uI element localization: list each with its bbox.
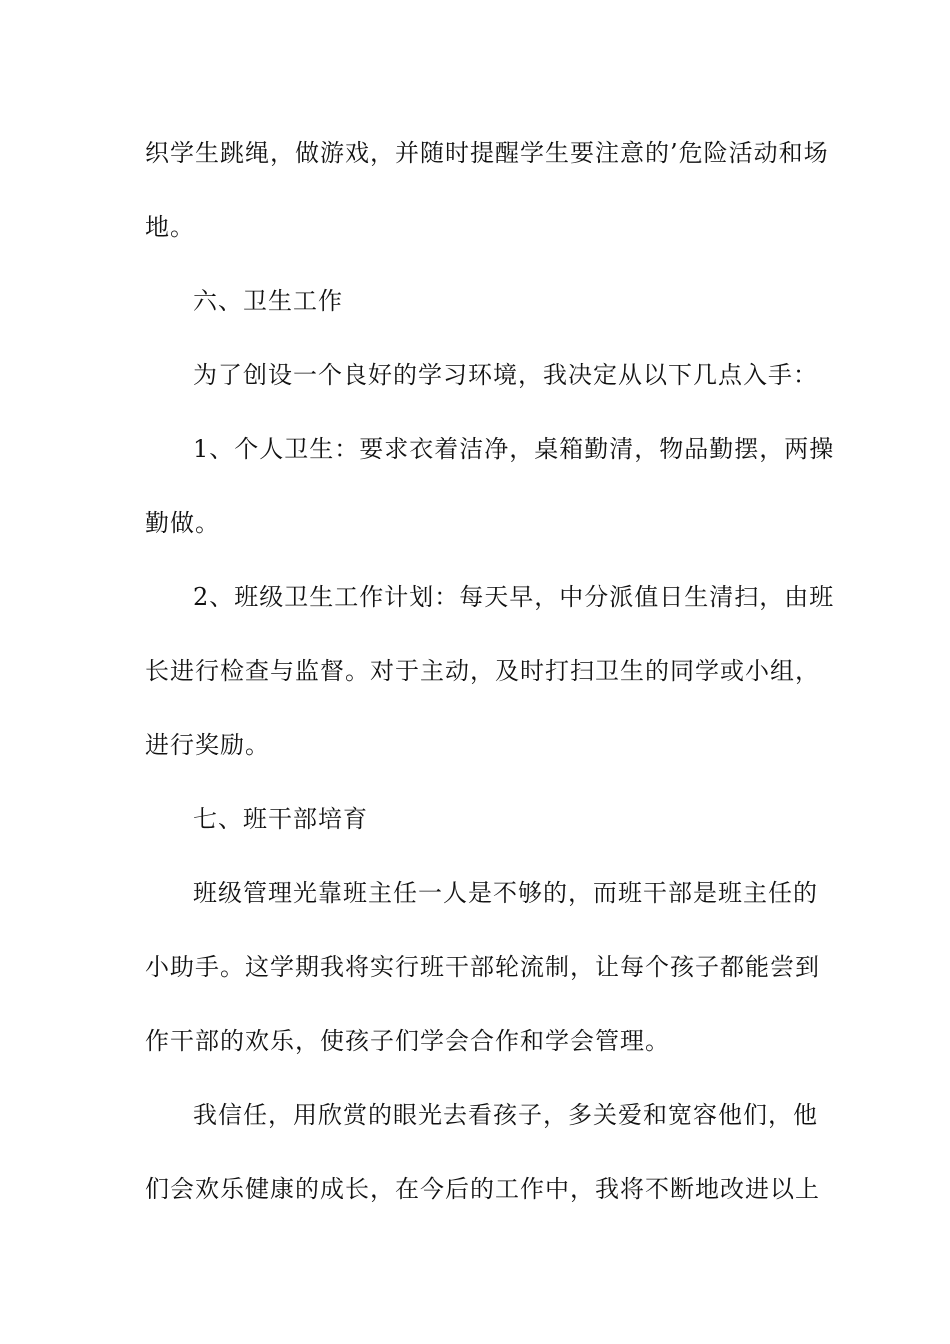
text-line: 长进行检查与监督。对于主动，及时打扫卫生的同学或小组， xyxy=(145,657,820,685)
text-line: 作干部的欢乐，使孩子们学会合作和学会管理。 xyxy=(145,1027,670,1055)
text-line: 织学生跳绳，做游戏，并随时提醒学生要注意的’危险活动和场 xyxy=(145,139,829,167)
section-heading: 七、班干部培育 xyxy=(193,805,368,833)
list-item: 2、班级卫生工作计划：每天早，中分派值日生清扫，由班 xyxy=(193,583,835,611)
text-line: 小助手。这学期我将实行班干部轮流制，让每个孩子都能尝到 xyxy=(145,953,820,981)
text-line: 地。 xyxy=(145,213,195,241)
list-item: 1、个人卫生：要求衣着洁净，桌箱勤清，物品勤摆，两操 xyxy=(193,435,835,463)
text-line: 为了创设一个良好的学习环境，我决定从以下几点入手： xyxy=(193,361,818,389)
text-line: 班级管理光靠班主任一人是不够的，而班干部是班主任的 xyxy=(193,879,818,907)
text-line: 们会欢乐健康的成长，在今后的工作中，我将不断地改进以上 xyxy=(145,1175,820,1203)
text-line: 进行奖励。 xyxy=(145,731,270,759)
text-line: 勤做。 xyxy=(145,509,220,537)
text-line: 我信任，用欣赏的眼光去看孩子，多关爱和宽容他们，他 xyxy=(193,1101,818,1129)
section-heading: 六、卫生工作 xyxy=(193,287,343,315)
